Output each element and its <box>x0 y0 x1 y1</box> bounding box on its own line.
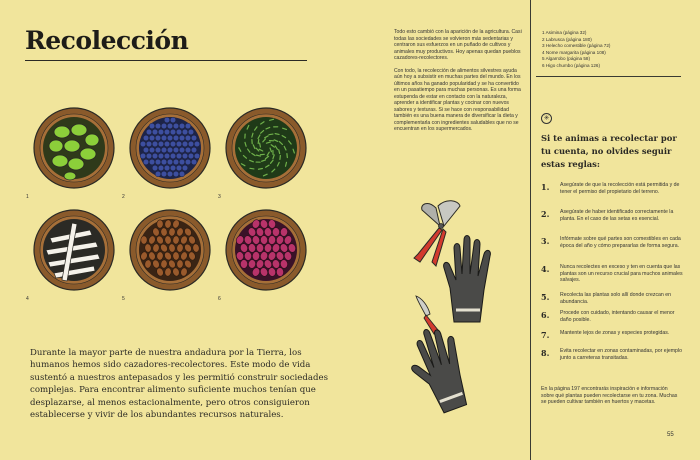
basket-1-illustration <box>32 106 116 190</box>
glove-illustration <box>402 318 486 414</box>
basket-number: 2 <box>122 194 125 200</box>
tips-heading: Si te animas a recolectar por tu cuenta, no olvides seguir estas reglas: <box>541 133 677 169</box>
tip-number: 7. <box>541 330 550 340</box>
basket-3-illustration <box>224 106 308 190</box>
tip-text: Evita recolectar en zonas contaminadas, por ejemplo junto a carreteras transitadas. <box>560 348 682 361</box>
body-text <box>394 29 524 139</box>
tip-item <box>541 330 686 340</box>
reference-item: 2 Labrusca (página 180) <box>542 36 592 42</box>
basket-4-illustration <box>32 208 116 292</box>
reference-list <box>542 30 682 70</box>
basket-number: 6 <box>218 296 221 302</box>
tip-text: Asegúrate de que la recolección está permitida y de tener el permiso del propietario del terreno. <box>560 182 680 195</box>
basket-number: 5 <box>122 296 125 302</box>
basket-5-illustration <box>128 208 212 292</box>
basket-number: 4 <box>26 296 29 302</box>
tip-text: Procede con cuidado, intentando causar el menor daño posible. <box>560 310 675 323</box>
basket-2-illustration <box>128 106 212 190</box>
tip-text: Mantente lejos de zonas y especies protegidas. <box>560 330 670 336</box>
basket-number: 3 <box>218 194 221 200</box>
glove-illustration <box>440 226 502 326</box>
tip-text: Asegúrate de haber identificado correctamente la planta. En el caso de las setas es esencial. <box>560 209 674 222</box>
title-divider <box>25 60 307 61</box>
tip-item <box>541 292 686 305</box>
tip-text: Nunca recolectes en exceso y ten en cuenta que las plantas son un recurso crucial para muchos animales salvajes. <box>560 264 683 284</box>
tip-number: 2. <box>541 209 550 219</box>
section-divider <box>536 76 681 77</box>
column-divider <box>530 0 531 460</box>
tip-number: 8. <box>541 348 550 358</box>
footer-note: En la página 197 encontrarás inspiración e información sobre qué plantas pueden recolectarse en tu zona. Muchas se pueden cultivar también en huertos y macetas. <box>541 386 678 406</box>
page-number: 55 <box>667 432 674 438</box>
page-title: Recolección <box>25 26 189 55</box>
basket-number: 1 <box>26 194 29 200</box>
reference-item: 3 Helecho comestible (página 72) <box>542 43 611 49</box>
tip-item <box>541 348 686 361</box>
tip-item <box>541 236 686 249</box>
asterisk-icon: ✳ <box>541 113 552 124</box>
tip-number: 6. <box>541 310 550 320</box>
tip-number: 3. <box>541 236 550 246</box>
tip-number: 1. <box>541 182 550 192</box>
tip-item <box>541 264 686 284</box>
tip-text: Recolecta las plantas solo allí donde crezcan en abundancia. <box>560 292 672 305</box>
body-paragraph: Todo esto cambió con la aparición de la agricultura. Casi todas las sociedades se volvieron más sedentarias y centraron sus esfuerzos en un puñado de cultivos y animales muy productivos. Hoy apenas quedan pueblos cazadores-recolectores. <box>394 29 522 61</box>
reference-item: 4 Nome margarita (página 108) <box>542 49 606 55</box>
intro-paragraph: Durante la mayor parte de nuestra andadura por la Tierra, los humanos hemos sido cazadores-recolectores. Este modo de vida sustentó a nuestros antepasados y les permitió construir sociedades complejas. Para encontrar alimento suficiente muchos tenían que desplazarse, al menos estacionalmente, pero otros consiguieron establecerse y vivir de los abundantes recursos naturales. <box>30 348 328 421</box>
tip-item <box>541 209 686 222</box>
reference-item: 6 Higo chumbo (página 126) <box>542 62 600 68</box>
tip-item <box>541 310 686 323</box>
tip-number: 5. <box>541 292 550 302</box>
tip-number: 4. <box>541 264 550 274</box>
tip-text: Infórmate sobre qué partes son comestibles en cada época del año y cómo prepararlas de forma segura. <box>560 236 681 249</box>
basket-6-illustration <box>224 208 308 292</box>
reference-item: 5 Algarrobo (página 58) <box>542 56 591 62</box>
reference-item: 1 Asimina (página 32) <box>542 30 587 35</box>
tip-item <box>541 182 686 195</box>
body-paragraph: Con todo, la recolección de alimentos silvestres ayuda aún hoy a subsistir en muchas partes del mundo. En los últimos años ha ganado popularidad y se ha convertido en un pasatiempo para muchas personas. Es una forma estupenda de estar en contacto con la naturaleza, aprender a identificar plantas y cocinar con nuevos sabores y texturas. Si se hace con responsabilidad también es una buena manera de diversificar la dieta y complementarla con ingredientes saludables que no se encuentran en los supermercados. <box>394 67 521 132</box>
